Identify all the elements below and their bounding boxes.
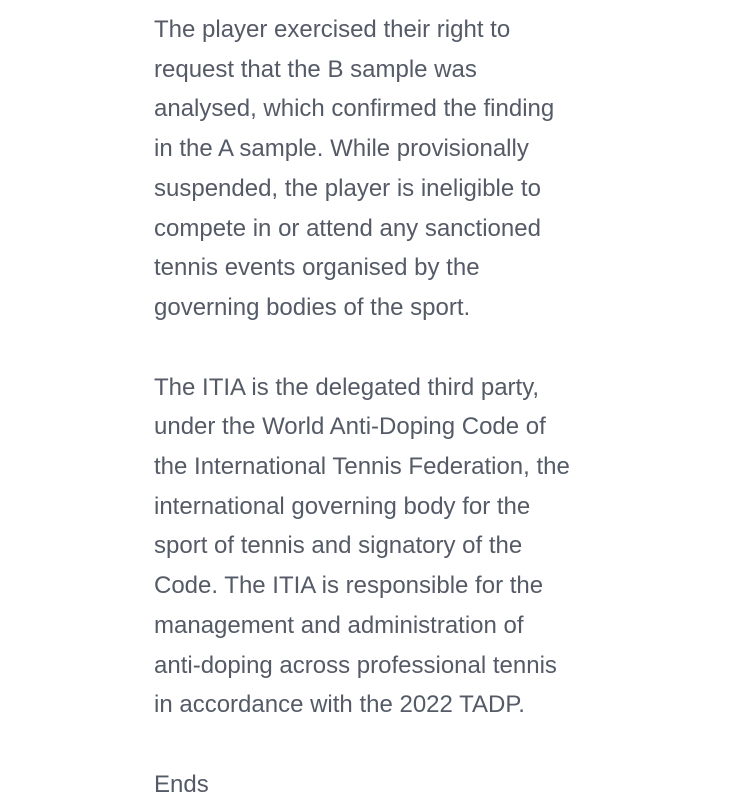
text-line: compete in or attend any sanctioned	[154, 214, 541, 242]
text-line: anti-doping across professional tennis	[154, 651, 557, 679]
article-body	[154, 10, 634, 805]
text-line: the International Tennis Federation, the	[154, 453, 570, 481]
text-line: The player exercised their right to	[154, 16, 511, 43]
text-line: request that the B sample was	[154, 55, 477, 83]
text-line: international governing body for the	[154, 492, 531, 520]
text-line: sport of tennis and signatory of the	[154, 532, 523, 560]
text-line: governing bodies of the sport.	[154, 293, 471, 321]
text-line: under the World Anti-Doping Code of	[154, 413, 546, 441]
paragraph-b-sample	[154, 10, 634, 328]
text-line: analysed, which confirmed the finding	[154, 95, 555, 123]
text-line: tennis events organised by the	[154, 254, 480, 282]
text-line: The ITIA is the delegated third party,	[154, 373, 540, 401]
closing-text: Ends	[154, 770, 209, 798]
text-line: management and administration of	[154, 611, 524, 639]
text-line: in the A sample. While provisionally	[154, 135, 529, 163]
text-line: suspended, the player is ineligible to	[154, 174, 541, 202]
closing-ends	[154, 765, 634, 805]
text-line: Code. The ITIA is responsible for the	[154, 572, 544, 600]
paragraph-itia-role	[154, 368, 634, 725]
text-line: in accordance with the 2022 TADP.	[154, 691, 525, 719]
